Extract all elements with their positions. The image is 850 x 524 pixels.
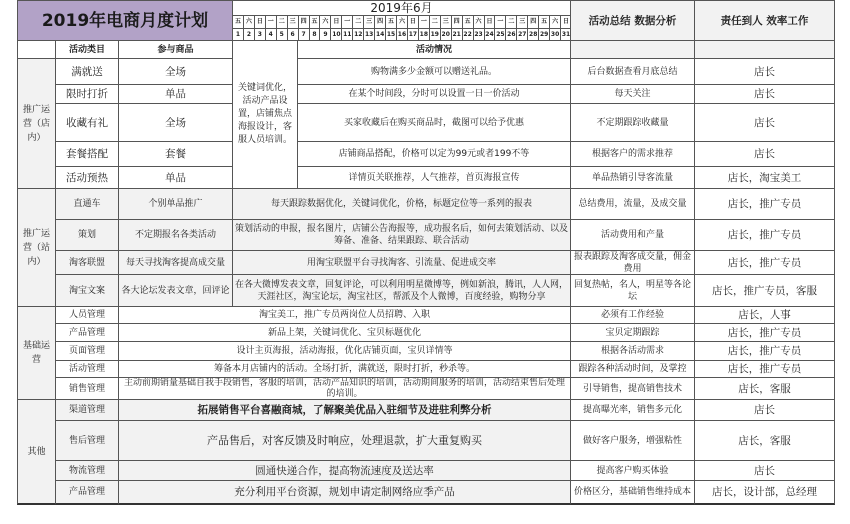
other-row-3-summary[interactable]: 提高客户购买体验 — [570, 460, 695, 481]
onsite-row-4-situation[interactable]: 在各大微博发表文章，回复评论，可以利用明星微博等，例如新浪，腾讯，人人网，天涯社区，淘宝论坛，淘宝社区，帮派及个人微博，百度经验，购物分享 — [232, 274, 571, 307]
products-header[interactable]: 参与商品 — [118, 40, 233, 59]
calendar-day-cell[interactable]: 20 — [440, 28, 452, 41]
onsite-row-1-summary[interactable]: 总结费用，流量，及成交量 — [570, 188, 695, 220]
calendar-weekday-cell[interactable]: 日 — [254, 15, 266, 29]
calendar-weekday-cell[interactable]: 日 — [560, 15, 572, 29]
section-label-onsite[interactable]: 推广运营（站内） — [17, 188, 56, 307]
basic-row-1-summary[interactable]: 必须有工作经验 — [570, 306, 695, 324]
basic-row-5-category[interactable]: 销售管理 — [55, 377, 119, 400]
monthly-plan-sheet — [17, 0, 835, 505]
basic-row-4-owner[interactable]: 店长，推广专员 — [694, 360, 835, 378]
onsite-row-2-category[interactable]: 策划 — [55, 219, 119, 251]
onsite-row-3-owner[interactable]: 店长，推广专员 — [694, 250, 835, 275]
calendar-weekday-cell[interactable]: 三 — [516, 15, 528, 29]
calendar-day-cell[interactable]: 11 — [341, 28, 353, 41]
other-row-4-category[interactable]: 产品管理 — [55, 480, 119, 505]
calendar-weekday-cell[interactable]: 三 — [363, 15, 375, 29]
calendar-weekday-cell[interactable]: 五 — [385, 15, 397, 29]
basic-row-2-summary[interactable]: 宝贝定期跟踪 — [570, 323, 695, 342]
calendar-weekday-cell[interactable]: 日 — [484, 15, 496, 29]
basic-row-3-summary[interactable]: 根据各活动需求 — [570, 341, 695, 361]
calendar-day-cell[interactable]: 9 — [319, 28, 331, 41]
calendar-weekday-cell[interactable]: 六 — [319, 15, 331, 29]
calendar-weekday-cell[interactable]: 四 — [298, 15, 310, 29]
other-row-3-category[interactable]: 物流管理 — [55, 460, 119, 481]
instore-row-3-category[interactable]: 收藏有礼 — [55, 103, 119, 142]
instore-row-3-products[interactable]: 全场 — [118, 103, 233, 142]
basic-row-5-owner[interactable]: 店长，客服 — [694, 377, 835, 400]
other-row-1-situation[interactable]: 拓展销售平台喜融商城，了解聚美优品入驻细节及进驻利弊分析 — [118, 399, 571, 421]
calendar-weekday-cell[interactable]: 六 — [243, 15, 255, 29]
other-row-3-situation[interactable]: 圆通快递合作，提高物流速度及送达率 — [118, 460, 571, 481]
calendar-weekday-cell[interactable]: 一 — [341, 15, 353, 29]
onsite-row-3-situation[interactable]: 用淘宝联盟平台寻找淘客、引流量、促进成交率 — [232, 250, 571, 275]
onsite-row-2-owner[interactable]: 店长，推广专员 — [694, 219, 835, 251]
instore-row-4-products[interactable]: 套餐 — [118, 141, 233, 167]
onsite-row-1-products[interactable]: 个别单品推广 — [118, 188, 233, 220]
calendar-day-cell[interactable]: 8 — [309, 28, 321, 41]
basic-row-5-situation[interactable]: 主动前期销量基础自我手段销售，客服的培训，活动产品知识的培训，活动期间服务的培训，活动结束售后处理的培训。 — [118, 377, 571, 400]
calendar-weekday-cell[interactable]: 五 — [309, 15, 321, 29]
basic-row-3-situation[interactable]: 设计主页海报，活动海报，优化店铺页面，宝贝详情等 — [118, 341, 571, 361]
calendar-day-cell[interactable]: 22 — [462, 28, 474, 41]
calendar-day-cell[interactable]: 6 — [287, 28, 299, 41]
instore-row-5-category[interactable]: 活动预热 — [55, 166, 119, 189]
section-label-other[interactable]: 其他 — [17, 399, 56, 505]
other-row-2-summary[interactable]: 做好客户服务，增强粘性 — [570, 420, 695, 461]
calendar-weekday-cell[interactable]: 日 — [330, 15, 342, 29]
calendar-day-cell[interactable]: 23 — [473, 28, 485, 41]
calendar-weekday-cell[interactable]: 二 — [276, 15, 288, 29]
calendar-month[interactable]: 2019年6月 — [232, 0, 571, 16]
other-row-4-situation[interactable]: 充分利用平台资源，规划申请定制网络应季产品 — [118, 480, 571, 505]
onsite-row-4-summary[interactable]: 回复热帖，名人，明星等各论坛 — [570, 274, 695, 307]
calendar-weekday-cell[interactable]: 四 — [527, 15, 539, 29]
onsite-row-1-situation[interactable]: 每天跟踪数据优化，关键词优化，价格，标题定位等一系列的报表 — [232, 188, 571, 220]
onsite-row-3-category[interactable]: 淘客联盟 — [55, 250, 119, 275]
instore-row-2-owner[interactable]: 店长 — [694, 84, 835, 104]
calendar-day-cell[interactable]: 16 — [396, 28, 408, 41]
onsite-row-2-products[interactable]: 不定期报名各类活动 — [118, 219, 233, 251]
calendar-weekday-cell[interactable]: 一 — [418, 15, 430, 29]
calendar-weekday-cell[interactable]: 三 — [440, 15, 452, 29]
onsite-row-4-owner[interactable]: 店长，推广专员，客服 — [694, 274, 835, 307]
calendar-day-cell[interactable]: 13 — [363, 28, 375, 41]
basic-row-2-owner[interactable]: 店长，推广专员 — [694, 323, 835, 342]
section-label-basic-ops[interactable]: 基础运营 — [17, 306, 56, 400]
instore-row-3-situation[interactable]: 买家收藏后在购买商品时，截图可以给予优惠 — [297, 103, 571, 142]
other-row-1-summary[interactable]: 提高曝光率，销售多元化 — [570, 399, 695, 421]
calendar-day-cell[interactable]: 10 — [330, 28, 342, 41]
calendar-weekday-cell[interactable]: 二 — [429, 15, 441, 29]
other-row-1-owner[interactable]: 店长 — [694, 399, 835, 421]
calendar-day-cell[interactable]: 24 — [484, 28, 496, 41]
instore-row-4-situation[interactable]: 店铺商品搭配，价格可以定为99元或者199不等 — [297, 141, 571, 167]
instore-row-2-summary[interactable]: 每天关注 — [570, 84, 695, 104]
plan-title[interactable]: 2019年电商月度计划 — [17, 0, 233, 41]
calendar-weekday-cell[interactable]: 二 — [505, 15, 517, 29]
calendar-day-cell[interactable]: 5 — [276, 28, 288, 41]
calendar-day-cell[interactable]: 19 — [429, 28, 441, 41]
calendar-day-cell[interactable]: 15 — [385, 28, 397, 41]
onsite-row-3-products[interactable]: 每天寻找淘客提高成交量 — [118, 250, 233, 275]
calendar-day-cell[interactable]: 7 — [298, 28, 310, 41]
instore-row-1-category[interactable]: 满就送 — [55, 58, 119, 85]
calendar-day-cell[interactable]: 14 — [374, 28, 386, 41]
onsite-row-2-summary[interactable]: 活动费用和产量 — [570, 219, 695, 251]
basic-row-3-category[interactable]: 页面管理 — [55, 341, 119, 361]
basic-row-5-summary[interactable]: 引导销售，提高销售技术 — [570, 377, 695, 400]
calendar-day-cell[interactable]: 29 — [538, 28, 550, 41]
section-label-instore[interactable]: 推广运营（店内） — [17, 58, 56, 189]
instore-row-1-owner[interactable]: 店长 — [694, 58, 835, 85]
calendar-day-cell[interactable]: 28 — [527, 28, 539, 41]
onsite-row-3-summary[interactable]: 报表跟踪及淘客成交量，佣金费用 — [570, 250, 695, 275]
basic-row-4-summary[interactable]: 跟踪各种活动时间，及掌控 — [570, 360, 695, 378]
other-row-2-situation[interactable]: 产品售后，对客反馈及时响应，处理退款，扩大重复购买 — [118, 420, 571, 461]
calendar-day-cell[interactable]: 12 — [352, 28, 364, 41]
situation-header[interactable]: 活动情况 — [297, 40, 571, 59]
section-header-blank[interactable] — [17, 40, 56, 59]
calendar-weekday-cell[interactable]: 六 — [473, 15, 485, 29]
onsite-row-1-category[interactable]: 直通车 — [55, 188, 119, 220]
calendar-weekday-cell[interactable]: 五 — [538, 15, 550, 29]
calendar-day-cell[interactable]: 30 — [549, 28, 561, 41]
instore-row-5-summary[interactable]: 单品热销引导客流量 — [570, 166, 695, 189]
other-row-4-owner[interactable]: 店长，设计部，总经理 — [694, 480, 835, 505]
instore-row-3-summary[interactable]: 不定期跟踪收藏量 — [570, 103, 695, 142]
calendar-weekday-cell[interactable]: 日 — [407, 15, 419, 29]
calendar-day-cell[interactable]: 1 — [232, 28, 244, 41]
calendar-day-cell[interactable]: 17 — [407, 28, 419, 41]
calendar-weekday-cell[interactable]: 四 — [451, 15, 463, 29]
instore-shared-note[interactable]: 关键词优化，活动产品设置，店铺焦点海报设计，客服人员培训。 — [232, 40, 298, 189]
instore-row-2-category[interactable]: 限时打折 — [55, 84, 119, 104]
instore-row-5-situation[interactable]: 详情页关联推荐，人气推荐，首页海报宣传 — [297, 166, 571, 189]
instore-row-4-category[interactable]: 套餐搭配 — [55, 141, 119, 167]
instore-row-4-summary[interactable]: 根据客户的需求推荐 — [570, 141, 695, 167]
responsibility-header[interactable]: 责任到人 效率工作 — [694, 0, 835, 41]
instore-row-1-situation[interactable]: 购物满多少金额可以赠送礼品。 — [297, 58, 571, 85]
other-row-1-category[interactable]: 渠道管理 — [55, 399, 119, 421]
basic-row-2-situation[interactable]: 新品上架，关键词优化、宝贝标题优化 — [118, 323, 571, 342]
basic-row-1-owner[interactable]: 店长，人事 — [694, 306, 835, 324]
basic-row-3-owner[interactable]: 店长，推广专员 — [694, 341, 835, 361]
basic-row-1-situation[interactable]: 淘宝美工，推广专员两岗位人员招聘、入职 — [118, 306, 571, 324]
basic-row-4-situation[interactable]: 筹备本月店铺内的活动。全场打折，满就送，限时打折，秒杀等。 — [118, 360, 571, 378]
onsite-row-4-category[interactable]: 淘宝文案 — [55, 274, 119, 307]
calendar-day-cell[interactable]: 27 — [516, 28, 528, 41]
calendar-day-cell[interactable]: 2 — [243, 28, 255, 41]
basic-row-2-category[interactable]: 产品管理 — [55, 323, 119, 342]
basic-row-4-category[interactable]: 活动管理 — [55, 360, 119, 378]
instore-row-3-owner[interactable]: 店长 — [694, 103, 835, 142]
instore-row-4-owner[interactable]: 店长 — [694, 141, 835, 167]
calendar-weekday-cell[interactable]: 五 — [462, 15, 474, 29]
calendar-weekday-cell[interactable]: 一 — [265, 15, 277, 29]
onsite-row-4-products[interactable]: 各大论坛发表文章，回评论 — [118, 274, 233, 307]
other-row-2-category[interactable]: 售后管理 — [55, 420, 119, 461]
calendar-weekday-cell[interactable]: 二 — [352, 15, 364, 29]
calendar-day-cell[interactable]: 18 — [418, 28, 430, 41]
calendar-weekday-cell[interactable]: 六 — [396, 15, 408, 29]
calendar-day-cell[interactable]: 4 — [265, 28, 277, 41]
summary-subheader-blank[interactable] — [570, 40, 695, 59]
calendar-weekday-cell[interactable]: 一 — [494, 15, 506, 29]
calendar-weekday-cell[interactable]: 四 — [374, 15, 386, 29]
calendar-day-cell[interactable]: 3 — [254, 28, 266, 41]
summary-header[interactable]: 活动总结 数据分析 — [570, 0, 695, 41]
onsite-row-2-situation[interactable]: 策划活动的申报，报名图片，店铺公告海报等，成功报名后，如何去策划活动、以及筹备、准备、结果跟踪、联合活动 — [232, 219, 571, 251]
responsibility-subheader-blank[interactable] — [694, 40, 835, 59]
calendar-day-cell[interactable]: 25 — [494, 28, 506, 41]
instore-row-5-owner[interactable]: 店长，淘宝美工 — [694, 166, 835, 189]
instore-row-2-situation[interactable]: 在某个时间段，分时可以设置一日一价活动 — [297, 84, 571, 104]
calendar-day-cell[interactable]: 26 — [505, 28, 517, 41]
instore-row-5-products[interactable]: 单品 — [118, 166, 233, 189]
onsite-row-1-owner[interactable]: 店长，推广专员 — [694, 188, 835, 220]
calendar-day-cell[interactable]: 31 — [560, 28, 572, 41]
calendar-weekday-cell[interactable]: 三 — [287, 15, 299, 29]
other-row-2-owner[interactable]: 店长，客服 — [694, 420, 835, 461]
basic-row-1-category[interactable]: 人员管理 — [55, 306, 119, 324]
instore-row-2-products[interactable]: 单品 — [118, 84, 233, 104]
calendar-day-cell[interactable]: 21 — [451, 28, 463, 41]
calendar-weekday-cell[interactable]: 五 — [232, 15, 244, 29]
calendar-weekday-cell[interactable]: 六 — [549, 15, 561, 29]
instore-row-1-summary[interactable]: 后台数据查看月底总结 — [570, 58, 695, 85]
other-row-3-owner[interactable]: 店长 — [694, 460, 835, 481]
instore-row-1-products[interactable]: 全场 — [118, 58, 233, 85]
other-row-4-summary[interactable]: 价格区分，基础销售维持成本 — [570, 480, 695, 505]
category-header[interactable]: 活动类目 — [55, 40, 119, 59]
